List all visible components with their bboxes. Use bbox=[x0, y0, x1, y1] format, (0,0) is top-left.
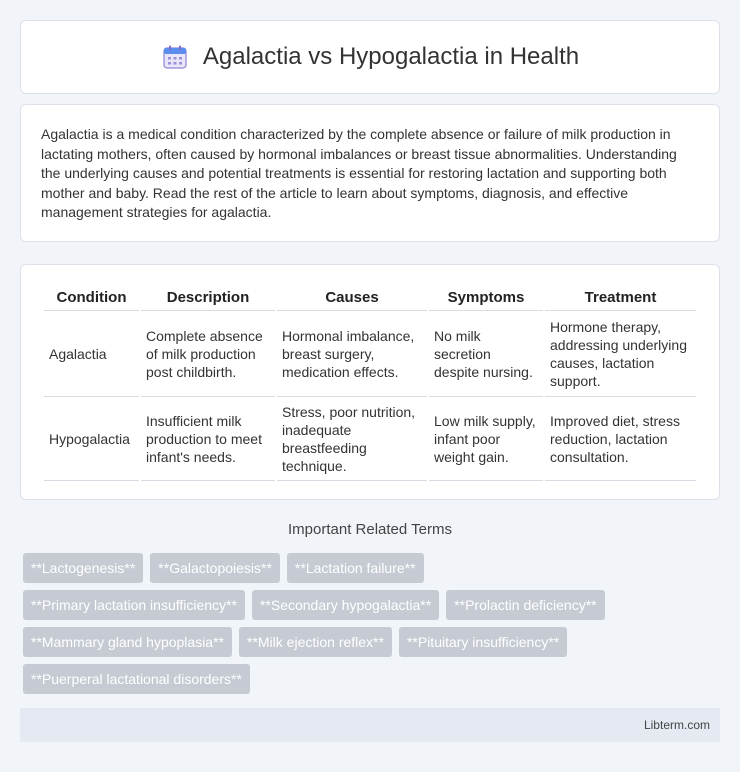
cell-causes: Stress, poor nutrition, inadequate breastfeeding technique. bbox=[277, 397, 427, 481]
table-header-row bbox=[44, 285, 696, 311]
related-tag-secondary-hypogalactia[interactable]: **Secondary hypogalactia** bbox=[252, 590, 439, 620]
cell-condition: Hypogalactia bbox=[44, 397, 139, 481]
related-tag-pituitary-insufficiency[interactable]: **Pituitary insufficiency** bbox=[399, 627, 567, 657]
related-terms-title: Important Related Terms bbox=[288, 521, 452, 538]
related-tag-prolactin-deficiency[interactable]: **Prolactin deficiency** bbox=[446, 590, 604, 620]
table-row bbox=[44, 397, 696, 481]
tag-row bbox=[23, 590, 713, 620]
cell-symptoms: No milk secretion despite nursing. bbox=[429, 311, 543, 397]
page-title: Agalactia vs Hypogalactia in Health bbox=[202, 43, 580, 70]
cell-treatment: Hormone therapy, addressing underlying causes, lactation support. bbox=[545, 311, 696, 397]
related-tag-lactogenesis[interactable]: **Lactogenesis** bbox=[23, 553, 143, 583]
cell-description: Insufficient milk production to meet infant's needs. bbox=[141, 397, 275, 481]
header-causes: Causes bbox=[277, 285, 427, 311]
related-tag-primary-lactation-insufficiency[interactable]: **Primary lactation insufficiency** bbox=[23, 590, 245, 620]
cell-condition: Agalactia bbox=[44, 311, 139, 397]
table-row bbox=[44, 311, 696, 397]
intro-card bbox=[20, 104, 720, 242]
related-tag-milk-ejection-reflex[interactable]: **Milk ejection reflex** bbox=[239, 627, 392, 657]
footer bbox=[20, 708, 720, 742]
cell-treatment: Improved diet, stress reduction, lactation consultation. bbox=[545, 397, 696, 481]
intro-paragraph: Agalactia is a medical condition characterized by the complete absence or failure of milk production in lactating mothers, often caused by hormonal imbalances or breast tissue abnormalities. Understanding the underlying causes and potential treatments is essential for restoring lactation and supporting both mother and baby. Read the rest of the article to learn about symptoms, diagnosis, and effective management strategies for agalactia. bbox=[41, 126, 677, 220]
related-tag-puerperal-lactational-disorders[interactable]: **Puerperal lactational disorders** bbox=[23, 664, 250, 694]
tag-row bbox=[23, 627, 713, 657]
header-symptoms: Symptoms bbox=[429, 285, 543, 311]
cell-symptoms: Low milk supply, infant poor weight gain. bbox=[429, 397, 543, 481]
comparison-table-card bbox=[20, 264, 720, 500]
header-card bbox=[20, 20, 720, 94]
related-terms-tags bbox=[23, 553, 713, 701]
related-tag-mammary-gland-hypoplasia[interactable]: **Mammary gland hypoplasia** bbox=[23, 627, 232, 657]
calendar-icon bbox=[161, 43, 189, 71]
header-condition: Condition bbox=[44, 285, 139, 311]
tag-row bbox=[23, 553, 713, 583]
header-description: Description bbox=[141, 285, 275, 311]
footer-site-link[interactable]: Libterm.com bbox=[643, 718, 710, 732]
header-treatment: Treatment bbox=[545, 285, 696, 311]
related-tag-galactopoiesis[interactable]: **Galactopoiesis** bbox=[150, 553, 280, 583]
cell-description: Complete absence of milk production post childbirth. bbox=[141, 311, 275, 397]
related-tag-lactation-failure[interactable]: **Lactation failure** bbox=[287, 553, 424, 583]
comparison-table bbox=[42, 285, 698, 481]
tag-row bbox=[23, 664, 713, 694]
cell-causes: Hormonal imbalance, breast surgery, medication effects. bbox=[277, 311, 427, 397]
